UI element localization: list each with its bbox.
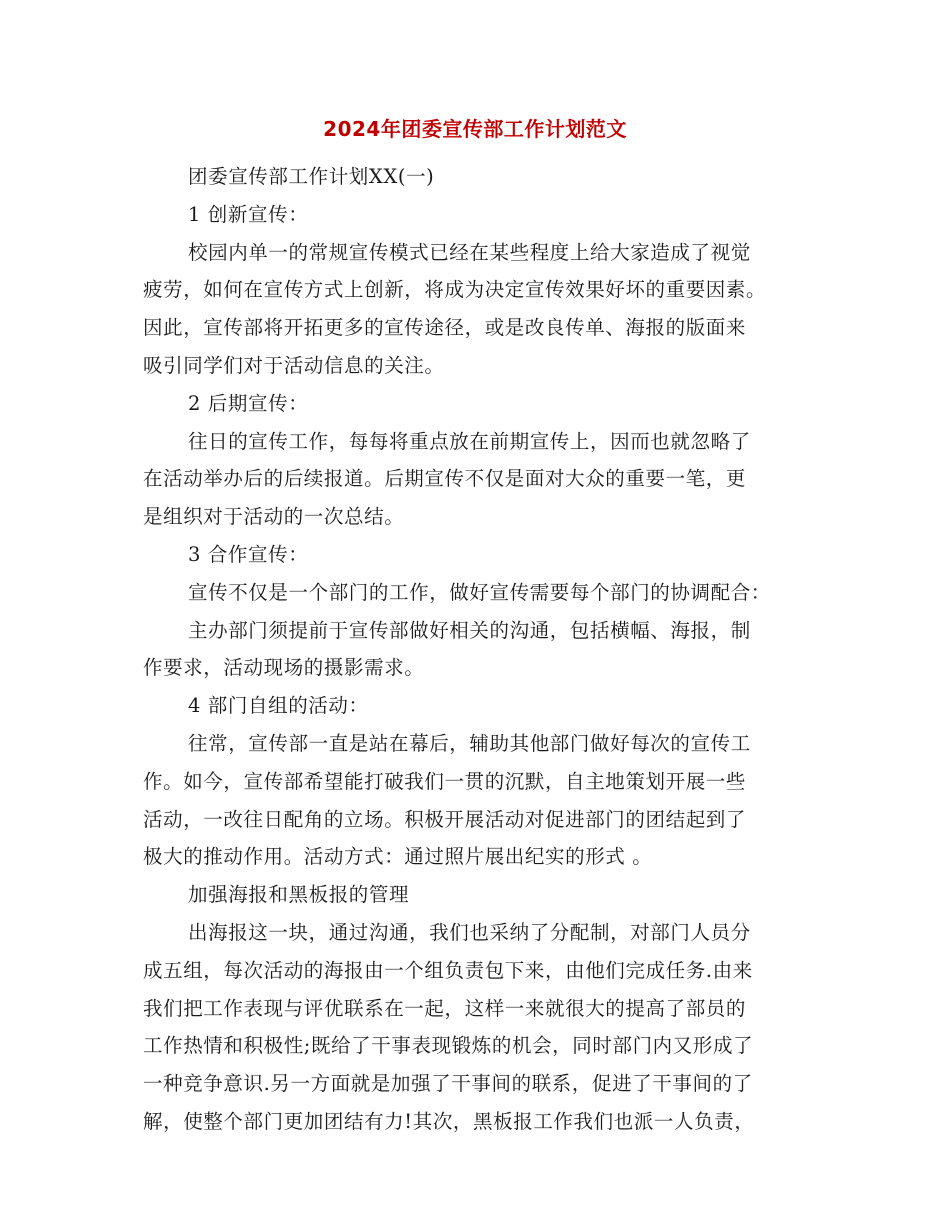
text-line: 4 部门自组的活动： [188,694,369,718]
text-line: 作要求，活动现场的摄影需求。 [143,656,425,680]
text-line: 加强海报和黑板报的管理 [188,883,410,907]
text-line: 我们把工作表现与评优联系在一起，这样一来就很大的提高了部员的 [143,996,747,1020]
text-line: 作。如今，宣传部希望能打破我们一贯的沉默，自主地策划开展一些 [143,769,747,793]
text-line: 活动，一改往日配角的立场。积极开展活动对促进部门的团结起到了 [143,807,747,831]
text-line: 2 后期宣传： [188,391,309,415]
text-line: 极大的推动作用。活动方式：通过照片展出纪实的形式 。 [143,845,653,869]
text-line: 团委宣传部工作计划XX(一) [188,165,435,188]
text-line: 往日的宣传工作，每每将重点放在前期宣传上，因而也就忽略了 [188,429,751,453]
text-line: 出海报这一块，通过沟通，我们也采纳了分配制，对部门人员分 [188,920,751,944]
document-title: 2024年团委宣传部工作计划范文 [323,117,627,141]
text-line: 吸引同学们对于活动信息的关注。 [143,353,445,377]
text-line: 是组织对于活动的一次总结。 [143,505,405,529]
text-line: 宣传不仅是一个部门的工作，做好宣传需要每个部门的协调配合： [188,580,771,604]
text-line: 在活动举办后的后续报道。后期宣传不仅是面对大众的重要一笔，更 [143,467,747,491]
text-line: 工作热情和积极性;既给了干事表现锻炼的机会，同时部门内又形成了 [143,1034,754,1058]
text-line: 成五组，每次活动的海报由一个组负责包下来，由他们完成任务.由来 [143,958,753,982]
text-line: 1 创新宣传： [188,202,309,226]
text-line: 主办部门须提前于宣传部做好相关的沟通，包括横幅、海报，制 [188,618,751,642]
text-line: 解，使整个部门更加团结有力!其次，黑板报工作我们也派一人负责， [143,1109,755,1133]
text-line: 疲劳，如何在宣传方式上创新，将成为决定宣传效果好坏的重要因素。 [143,278,767,302]
text-line: 3 合作宣传： [188,542,309,566]
text-line: 往常，宣传部一直是站在幕后，辅助其他部门做好每次的宣传工 [188,731,751,755]
document-body [143,158,813,1141]
text-line: 因此，宣传部将开拓更多的宣传途径，或是改良传单、海报的版面来 [143,316,747,340]
text-line: 一种竞争意识.另一方面就是加强了干事间的联系，促进了干事间的了 [143,1072,753,1096]
text-line: 校园内单一的常规宣传模式已经在某些程度上给大家造成了视觉 [188,240,751,264]
